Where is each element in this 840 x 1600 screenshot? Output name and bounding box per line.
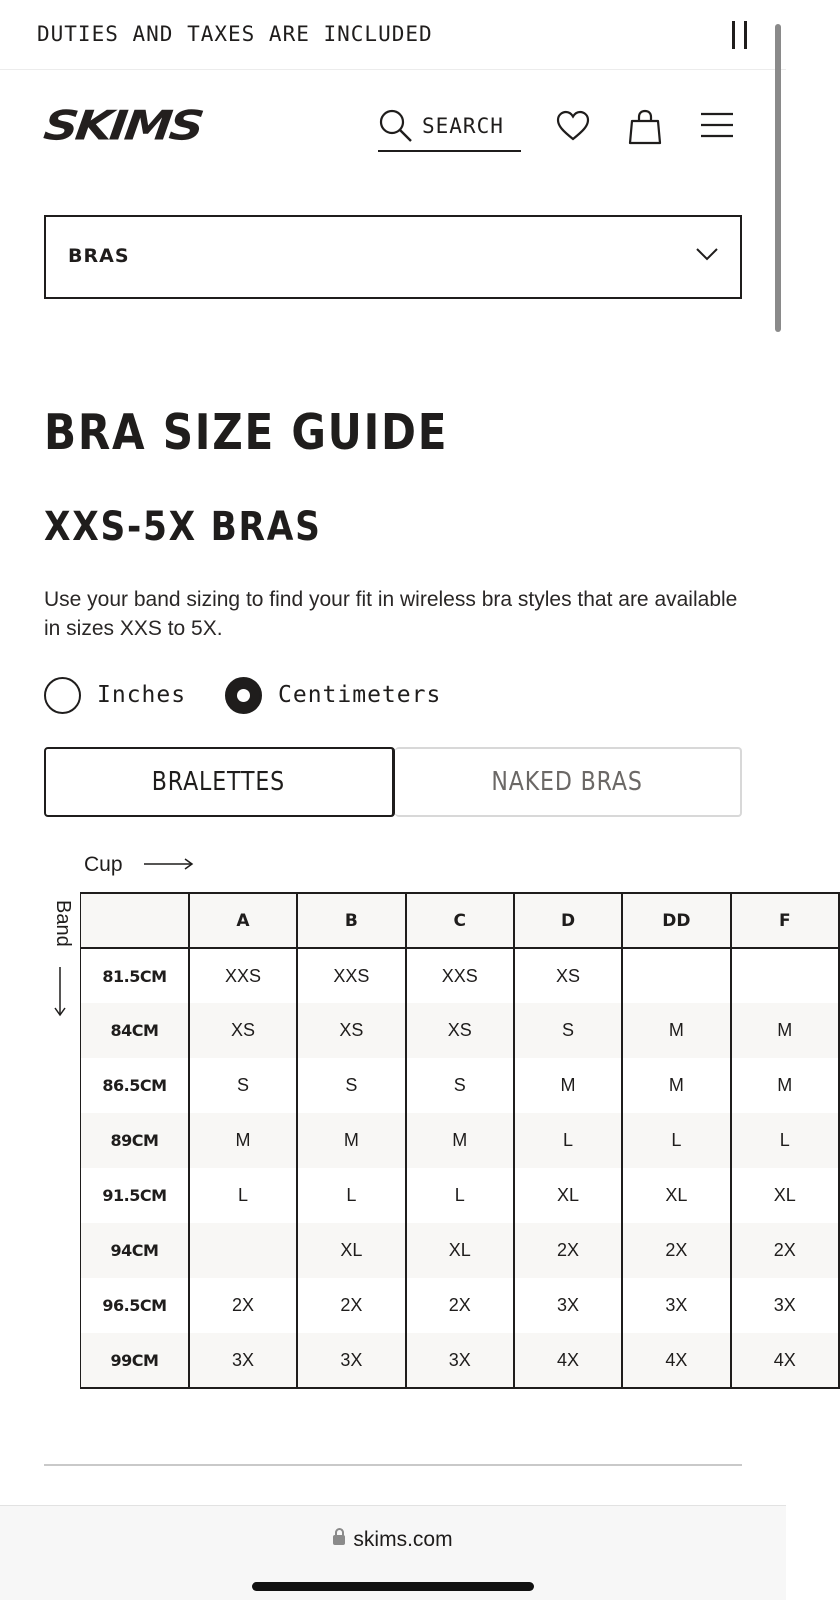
size-cell: 2X [406, 1278, 514, 1333]
size-cell: 2X [731, 1223, 839, 1278]
arrow-down-icon [54, 967, 66, 1017]
size-cell: M [731, 1003, 839, 1058]
size-cell: L [406, 1168, 514, 1223]
table-row [81, 1003, 840, 1058]
radio-centimeters-circle[interactable] [225, 677, 262, 714]
search-button[interactable] [378, 106, 521, 152]
size-cell: XXS [189, 948, 297, 1003]
band-size-cell: 81.5CM [81, 948, 189, 1003]
search-label: SEARCH [422, 114, 504, 138]
section-divider [44, 1464, 742, 1466]
table-row [81, 1278, 840, 1333]
banner-text: DUTIES AND TAXES ARE INCLUDED [37, 22, 433, 46]
size-cell: 2X [189, 1278, 297, 1333]
size-cell: L [297, 1168, 405, 1223]
table-row [81, 1168, 840, 1223]
size-cell: 4X [514, 1333, 622, 1388]
size-cell: 3X [622, 1278, 730, 1333]
table-row [81, 1223, 840, 1278]
size-cell: XL [406, 1223, 514, 1278]
category-select-value: BRAS [68, 245, 130, 267]
size-cell: XS [297, 1003, 405, 1058]
size-guide-description: Use your band sizing to find your fit in wireless bra styles that are available in sizes XXS to 5X. [44, 588, 738, 640]
size-table-body [81, 948, 840, 1388]
radio-centimeters[interactable] [225, 676, 441, 714]
lock-icon [333, 1535, 345, 1545]
size-cell: M [622, 1058, 730, 1113]
size-cell: M [297, 1113, 405, 1168]
url-display[interactable] [0, 1528, 786, 1552]
home-indicator[interactable] [252, 1582, 534, 1591]
size-cell: XS [189, 1003, 297, 1058]
url-text: skims.com [353, 1528, 453, 1551]
size-cell: 3X [731, 1278, 839, 1333]
product-tabs [44, 747, 742, 817]
size-cell: L [622, 1113, 730, 1168]
browser-address-bar[interactable] [0, 1505, 786, 1600]
radio-inches-label: Inches [97, 682, 187, 708]
band-axis-label: Band [52, 900, 74, 947]
cup-header-cell: DD [622, 893, 730, 948]
size-cell: L [514, 1113, 622, 1168]
logo-text: SKIMS [41, 102, 204, 150]
cup-header-cell: C [406, 893, 514, 948]
size-cell: S [297, 1058, 405, 1113]
arrow-right-icon [144, 858, 194, 870]
size-cell: XL [622, 1168, 730, 1223]
band-size-cell: 94CM [81, 1223, 189, 1278]
band-size-cell: 91.5CM [81, 1168, 189, 1223]
size-cell: XL [297, 1223, 405, 1278]
radio-inches-circle[interactable] [44, 677, 81, 714]
table-corner-cell [81, 893, 189, 948]
section-title: XXS-5X BRAS [44, 504, 322, 550]
size-cell: M [189, 1113, 297, 1168]
size-cell: XXS [297, 948, 405, 1003]
heart-icon[interactable] [555, 108, 591, 144]
table-row [81, 948, 840, 1003]
size-table-scroll[interactable] [80, 892, 796, 1390]
size-cell: L [189, 1168, 297, 1223]
search-icon [378, 108, 414, 144]
band-size-cell: 96.5CM [81, 1278, 189, 1333]
cup-axis-label: Cup [84, 853, 123, 876]
size-cell: L [731, 1113, 839, 1168]
category-select[interactable] [44, 215, 742, 299]
size-cell [622, 948, 730, 1003]
cup-header-cell: D [514, 893, 622, 948]
scrollbar[interactable] [775, 24, 781, 332]
table-row [81, 1113, 840, 1168]
size-cell [189, 1223, 297, 1278]
size-cell: 3X [297, 1333, 405, 1388]
radio-inches[interactable] [44, 676, 186, 714]
size-cell: 4X [622, 1333, 730, 1388]
band-size-cell: 89CM [81, 1113, 189, 1168]
radio-centimeters-label: Centimeters [278, 682, 442, 708]
size-cell: M [514, 1058, 622, 1113]
size-cell [731, 948, 839, 1003]
size-cell: S [406, 1058, 514, 1113]
tab-naked-bras-label: NAKED BRAS [491, 767, 643, 797]
band-size-cell: 86.5CM [81, 1058, 189, 1113]
chevron-down-icon [696, 247, 718, 261]
tab-bralettes-label: BRALETTES [152, 767, 286, 797]
cup-header-cell: B [297, 893, 405, 948]
table-row [81, 1058, 840, 1113]
menu-icon[interactable] [700, 108, 734, 142]
size-cell: 2X [622, 1223, 730, 1278]
table-header-row [81, 893, 840, 948]
size-cell: XL [731, 1168, 839, 1223]
size-cell: XL [514, 1168, 622, 1223]
size-cell: XS [514, 948, 622, 1003]
tab-naked-bras[interactable] [395, 747, 743, 817]
size-cell: M [406, 1113, 514, 1168]
size-cell: XXS [406, 948, 514, 1003]
skims-logo[interactable] [41, 98, 228, 154]
size-cell: 3X [189, 1333, 297, 1388]
size-cell: M [731, 1058, 839, 1113]
page-title: BRA SIZE GUIDE [44, 404, 449, 461]
size-cell: 3X [514, 1278, 622, 1333]
size-cell: S [514, 1003, 622, 1058]
band-size-cell: 84CM [81, 1003, 189, 1058]
size-cell: S [189, 1058, 297, 1113]
size-cell: 4X [731, 1333, 839, 1388]
size-cell: 2X [514, 1223, 622, 1278]
cup-header-cell: F [731, 893, 839, 948]
size-cell: XS [406, 1003, 514, 1058]
cup-header-cell: A [189, 893, 297, 948]
size-cell: 3X [406, 1333, 514, 1388]
size-table [80, 892, 840, 1389]
announcement-banner [0, 0, 786, 70]
size-cell: 2X [297, 1278, 405, 1333]
tab-bralettes[interactable] [44, 747, 395, 817]
bag-icon[interactable] [627, 108, 663, 146]
band-size-cell: 99CM [81, 1333, 189, 1388]
table-row [81, 1333, 840, 1388]
pause-icon[interactable] [730, 21, 750, 49]
size-cell: M [622, 1003, 730, 1058]
